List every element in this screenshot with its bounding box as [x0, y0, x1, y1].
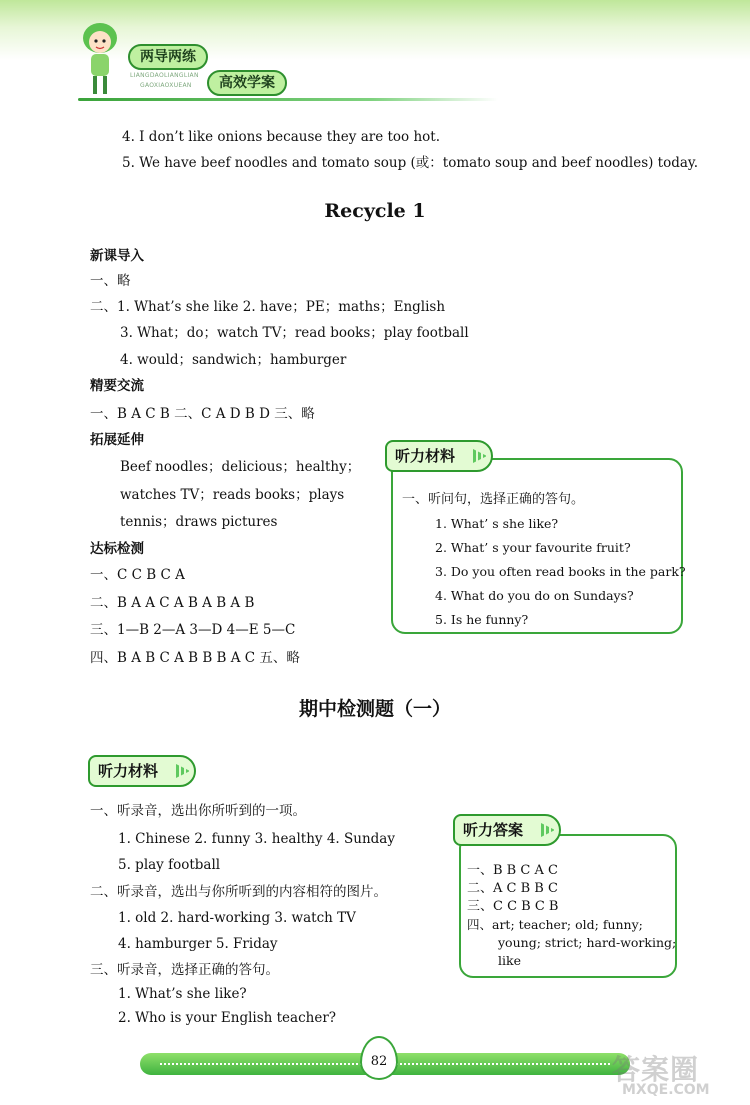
answer-line: 一、B A C B 二、C A D B D 三、略 — [90, 406, 315, 422]
question-line: 一、听录音，选出你所听到的一项。 — [90, 803, 306, 819]
answer-line: 四、art; teacher; old; funny; — [467, 917, 643, 932]
series-pinyin-2: GAOXIAOXUEAN — [140, 82, 192, 89]
answer-line: 四、B A B C A B B B A C 五、略 — [90, 650, 300, 666]
answer-line: watches TV；reads books；plays — [120, 487, 345, 503]
listening-line: 3. Do you often read books in the park? — [435, 564, 686, 579]
watermark-url: MXQE.COM — [622, 1082, 710, 1098]
listening-material-tag — [88, 755, 196, 787]
answer-line: 4. would；sandwich；hamburger — [120, 352, 347, 368]
question-line: 5. play football — [118, 857, 221, 873]
listening-line: 1. What’ s she like? — [435, 516, 559, 531]
answer-line: like — [498, 953, 521, 968]
answer-line: 一、B B C A C — [467, 863, 558, 878]
question-line: 1. Chinese 2. funny 3. healthy 4. Sunday — [118, 831, 395, 847]
answer-line: 5. We have beef noodles and tomato soup (或：tomato soup and beef noodles) today. — [122, 155, 699, 171]
answer-line: 一、略 — [90, 273, 131, 289]
header-rule — [78, 98, 498, 101]
question-line: 1. old 2. hard-working 3. watch TV — [118, 910, 356, 926]
tag-label: 听力答案 — [463, 821, 524, 839]
section-title-recycle: Recycle 1 — [324, 200, 426, 222]
question-line: 2. Who is your English teacher? — [118, 1010, 337, 1026]
subsection-heading: 达标检测 — [90, 541, 144, 557]
series-subtitle-pill: 高效学案 — [207, 70, 287, 96]
mascot-girl-icon — [76, 20, 124, 98]
answer-line: 二、1. What’s she like 2. have；PE；maths；English — [90, 299, 446, 315]
answer-line: 4. I don’t like onions because they are too hot. — [122, 129, 441, 145]
question-line: 三、听录音，选择正确的答句。 — [90, 962, 279, 978]
subsection-heading: 拓展延伸 — [90, 432, 144, 448]
answer-line: 3. What；do；watch TV；read books；play football — [120, 325, 469, 341]
section-title-midterm: 期中检测题（一） — [298, 698, 451, 720]
arrow-icon — [541, 823, 555, 837]
subsection-heading: 精要交流 — [90, 378, 144, 394]
answer-line: 二、B A A C A B A B A B — [90, 595, 255, 611]
series-title-pill: 两导两练 — [128, 44, 208, 70]
listening-line: 2. What’ s your favourite fruit? — [435, 540, 631, 555]
answer-line: young; strict; hard-working; — [498, 935, 677, 950]
watermark-logo: 答案圈 — [612, 1053, 700, 1086]
answer-line: 二、A C B B C — [467, 881, 558, 896]
listening-answer-tag — [453, 814, 561, 846]
listening-line: 5. Is he funny? — [435, 612, 529, 627]
question-line: 二、听录音，选出与你所听到的内容相符的图片。 — [90, 884, 387, 900]
tag-label: 听力材料 — [98, 762, 159, 780]
arrow-icon — [176, 764, 190, 778]
listening-line: 一、听问句，选择正确的答句。 — [402, 492, 585, 507]
answer-line: Beef noodles；delicious；healthy； — [120, 459, 361, 475]
arrow-icon — [473, 449, 487, 463]
tag-label: 听力材料 — [395, 447, 456, 465]
subsection-heading: 新课导入 — [90, 248, 144, 264]
question-line: 1. What’s she like? — [118, 986, 247, 1002]
listening-material-tag — [385, 440, 493, 472]
answer-line: 一、C C B C A — [90, 567, 185, 583]
answer-line: tennis；draws pictures — [120, 514, 278, 530]
answer-line: 三、C C B C B — [467, 899, 559, 914]
question-line: 4. hamburger 5. Friday — [118, 936, 278, 952]
series-pinyin-1: LIANGDAOLIANGLIAN — [130, 72, 199, 79]
listening-line: 4. What do you do on Sundays? — [435, 588, 634, 603]
answer-line: 三、1—B 2—A 3—D 4—E 5—C — [90, 622, 296, 638]
page-number: 82 — [370, 1054, 388, 1069]
